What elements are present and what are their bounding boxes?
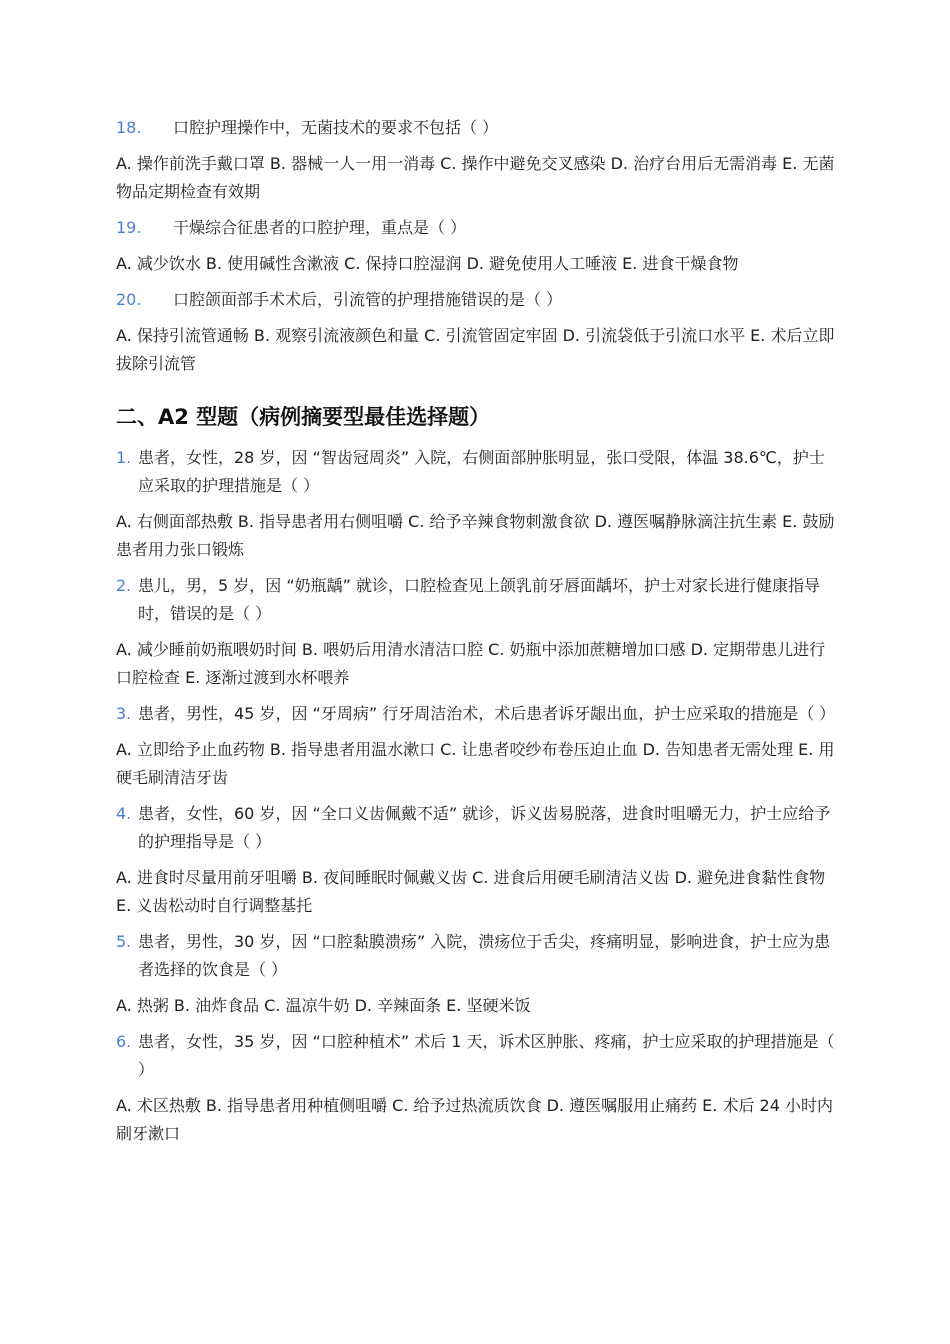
a2-question-6 (116, 1028, 836, 1084)
question-text: 患者，女性，35 岁，因 “口腔种植术” 术后 1 天，诉术区肿胀、疼痛，护士应采取的护理措施是（ ） (138, 1032, 835, 1079)
question-number: 5. (116, 932, 132, 951)
question-text: 干燥综合征患者的口腔护理，重点是（ ） (173, 218, 467, 237)
a2-question-3-options: A. 立即给予止血药物 B. 指导患者用温水漱口 C. 让患者咬纱布卷压迫止血 D. 告知患者无需处理 E. 用硬毛刷清洁牙齿 (116, 740, 835, 787)
question-number: 18. (116, 118, 142, 137)
question-text: 患者，男性，30 岁，因 “口腔黏膜溃疡” 入院，溃疡位于舌尖，疼痛明显，影响进食，护士应为患者选择的饮食是（ ） (138, 932, 831, 979)
question-20-options: A. 保持引流管通畅 B. 观察引流液颜色和量 C. 引流管固定牢固 D. 引流袋低于引流口水平 E. 术后立即拔除引流管 (116, 326, 835, 373)
question-text: 患者，女性，60 岁，因 “全口义齿佩戴不适” 就诊，诉义齿易脱落，进食时咀嚼无力，护士应给予的护理指导是（ ） (138, 804, 831, 851)
a2-question-5 (116, 928, 836, 984)
question-number: 2. (116, 576, 132, 595)
question-text: 患儿，男，5 岁，因 “奶瓶龋” 就诊，口腔检查见上颌乳前牙唇面龋坏，护士对家长进行健康指导时，错误的是（ ） (138, 576, 821, 623)
a2-question-2 (116, 572, 836, 628)
question-19-options: A. 减少饮水 B. 使用碱性含漱液 C. 保持口腔湿润 D. 避免使用人工唾液 E. 进食干燥食物 (116, 254, 739, 273)
question-number: 6. (116, 1032, 132, 1051)
question-number: 3. (116, 704, 132, 723)
a2-question-2-options: A. 减少睡前奶瓶喂奶时间 B. 喂奶后用清水清洁口腔 C. 奶瓶中添加蔗糖增加口感 D. 定期带患儿进行口腔检查 E. 逐渐过渡到水杯喂养 (116, 640, 826, 687)
a2-question-1-options: A. 右侧面部热敷 B. 指导患者用右侧咀嚼 C. 给予辛辣食物刺激食欲 D. 遵医嘱静脉滴注抗生素 E. 鼓励患者用力张口锻炼 (116, 512, 835, 559)
question-number: 19. (116, 218, 142, 237)
a2-question-4-options: A. 进食时尽量用前牙咀嚼 B. 夜间睡眠时佩戴义齿 C. 进食后用硬毛刷清洁义齿 D. 避免进食黏性食物 E. 义齿松动时自行调整基托 (116, 868, 826, 915)
question-number: 20. (116, 290, 142, 309)
question-20 (116, 286, 836, 314)
question-18 (116, 114, 836, 142)
question-18-options: A. 操作前洗手戴口罩 B. 器械一人一用一消毒 C. 操作中避免交叉感染 D. 治疗台用后无需消毒 E. 无菌物品定期检查有效期 (116, 154, 835, 201)
a2-question-3 (116, 700, 836, 728)
a2-question-6-options: A. 术区热敷 B. 指导患者用种植侧咀嚼 C. 给予过热流质饮食 D. 遵医嘱服用止痛药 E. 术后 24 小时内刷牙漱口 (116, 1096, 833, 1143)
question-number: 4. (116, 804, 132, 823)
question-text: 患者，男性，45 岁，因 “牙周病” 行牙周洁治术，术后患者诉牙龈出血，护士应采取的措施是（ ） (138, 704, 836, 723)
question-text: 口腔颌面部手术术后，引流管的护理措施错误的是（ ） (173, 290, 563, 309)
a2-question-5-options: A. 热粥 B. 油炸食品 C. 温凉牛奶 D. 辛辣面条 E. 坚硬米饭 (116, 996, 531, 1015)
document-page (116, 114, 836, 1156)
question-number: 1. (116, 448, 132, 467)
a2-question-4 (116, 800, 836, 856)
question-text: 患者，女性，28 岁，因 “智齿冠周炎” 入院，右侧面部肿胀明显，张口受限，体温 38.6℃，护士应采取的护理措施是（ ） (138, 448, 825, 495)
section-title: 二、A2 型题（病例摘要型最佳选择题） (116, 405, 491, 429)
question-text: 口腔护理操作中，无菌技术的要求不包括（ ） (173, 118, 499, 137)
a2-question-1 (116, 444, 836, 500)
question-19 (116, 214, 836, 242)
